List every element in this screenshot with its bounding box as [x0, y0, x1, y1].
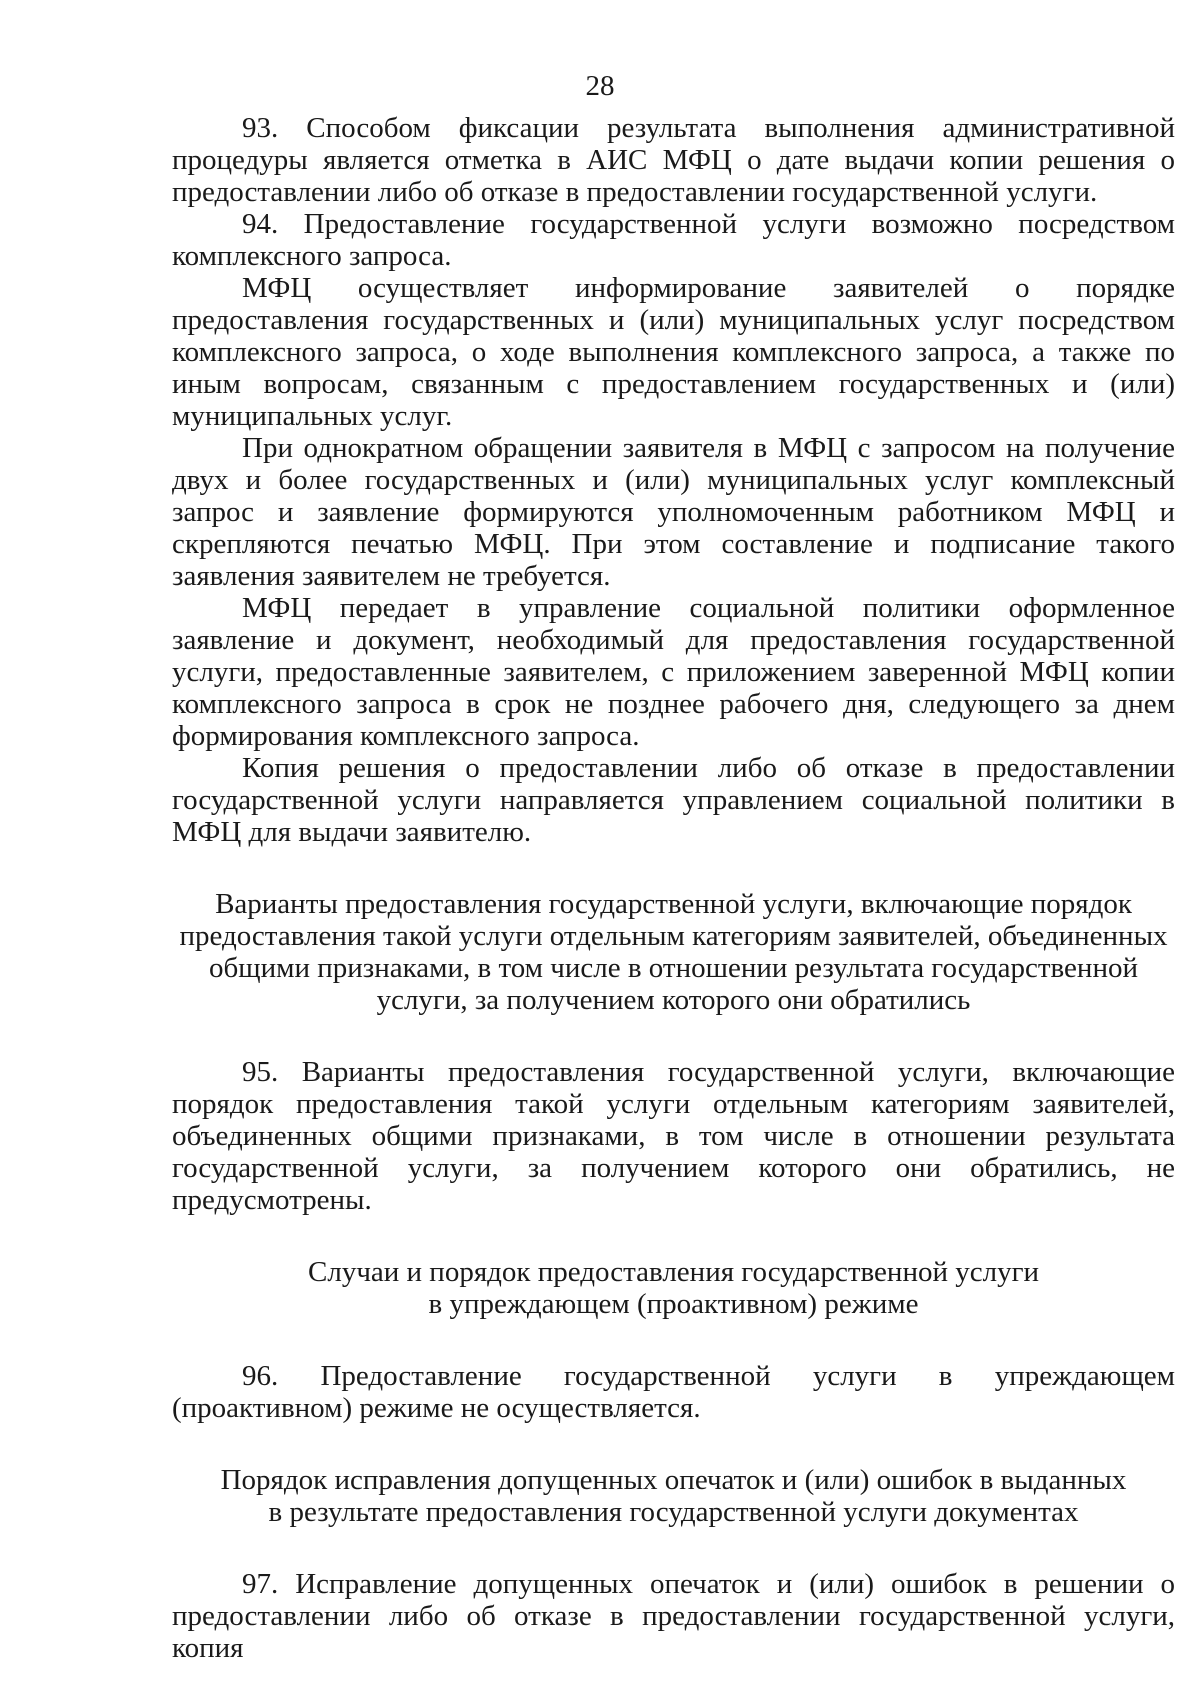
paragraph-mfc-transfer: МФЦ передает в управление социальной политики оформленное заявление и документ, необходимый для предоставления государственной услуги, предоставленные заявителем, с приложением заверенной МФЦ копии комплексного запроса в срок не позднее рабочего дня, следующего за днем формирования комплексного запроса.	[172, 592, 1175, 752]
heading-line: в результате предоставления государственной услуги документах	[268, 1496, 1079, 1528]
paragraph-mfc-informing: МФЦ осуществляет информирование заявителей о порядке предоставления государственных и (или) муниципальных услуг посредством комплексного запроса, о ходе выполнения комплексного запроса, а также по иным вопросам, связанным с предоставлением государственных и (или) муниципальных услуг.	[172, 272, 1175, 432]
heading-line: Порядок исправления допущенных опечаток и (или) ошибок в выданных	[220, 1464, 1127, 1496]
paragraph-single-request: При однократном обращении заявителя в МФЦ с запросом на получение двух и более государственных и (или) муниципальных услуг комплексный запрос и заявление формируются уполномоченным работником МФЦ и скрепляются печатью МФЦ. При этом составление и подписание такого заявления заявителем не требуется.	[172, 432, 1175, 592]
heading-line: в упреждающем (проактивном) режиме	[428, 1288, 919, 1320]
document-body	[172, 112, 1175, 1664]
heading-line: услуги, за получением которого они обратились	[376, 984, 971, 1016]
paragraph-97: 97. Исправление допущенных опечаток и (или) ошибок в решении о предоставлении либо об отказе в предоставлении государственной услуги, копия	[172, 1568, 1175, 1664]
page-number: 28	[585, 70, 615, 102]
section-heading-corrections	[172, 1464, 1175, 1528]
heading-line: общими признаками, в том числе в отношении результата государственной	[209, 952, 1138, 984]
heading-line: Случаи и порядок предоставления государственной услуги	[308, 1256, 1039, 1288]
section-heading-proactive	[172, 1256, 1175, 1320]
paragraph-93: 93. Способом фиксации результата выполнения административной процедуры является отметка в АИС МФЦ о дате выдачи копии решения о предоставлении либо об отказе в предоставлении государственной услуги.	[172, 112, 1175, 208]
paragraph-94: 94. Предоставление государственной услуги возможно посредством комплексного запроса.	[172, 208, 1175, 272]
heading-line: предоставления такой услуги отдельным категориям заявителей, объединенных	[179, 920, 1168, 952]
heading-line: Варианты предоставления государственной услуги, включающие порядок	[215, 888, 1132, 920]
paragraph-96: 96. Предоставление государственной услуги в упреждающем (проактивном) режиме не осуществляется.	[172, 1360, 1175, 1424]
section-heading-variants	[172, 888, 1175, 1016]
paragraph-95: 95. Варианты предоставления государственной услуги, включающие порядок предоставления такой услуги отдельным категориям заявителей, объединенных общими признаками, в том числе в отношении результата государственной услуги, за получением которого они обратились, не предусмотрены.	[172, 1056, 1175, 1216]
paragraph-decision-copy: Копия решения о предоставлении либо об отказе в предоставлении государственной услуги направляется управлением социальной политики в МФЦ для выдачи заявителю.	[172, 752, 1175, 848]
